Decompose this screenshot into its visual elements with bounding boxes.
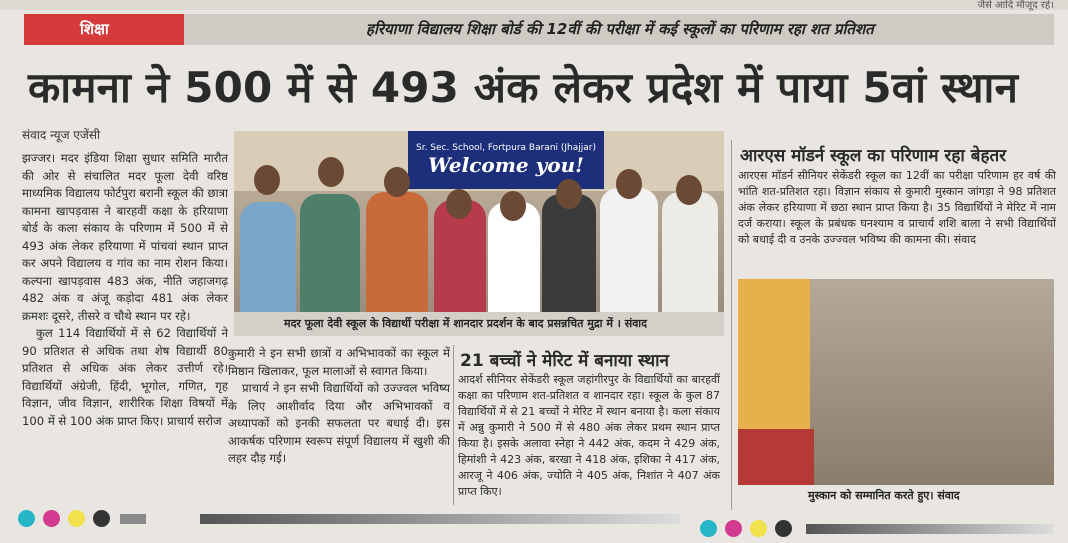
magenta-dot <box>725 520 742 537</box>
person-head <box>500 191 526 221</box>
person-head <box>616 169 642 199</box>
yellow-dot <box>68 510 85 527</box>
story2-body: आदर्श सीनियर सेकेंडरी स्कूल जहांगीरपुर के विद्यार्थियों का बारहवीं कक्षा का परिणाम शत-प्रतिशत व शानदार रहा। स्कूल के कुल 87 विद्यार्थियों में से 21 बच्चों ने मेरिट में स्थान बनाया है। कला संकाय में अन्नु कुमारी ने 500 में से 480 अंक लेकर प्रथम स्थान प्राप्त किया है। इसके अलावा स्नेहा ने 442 अंक, कदम ने 429 अंक, हिमांशी ने 423 अंक, बरखा ने 418 अंक, इशिका ने 417 अंक, आरजू ने 406 अंक, ज्योति ने 405 अंक, निशांत ने 407 अंक प्राप्त किए। <box>458 373 720 498</box>
paragraph: झज्जर। मदर इंडिया शिक्षा सुधार समिति मारौत की ओर से संचालित मदर फूला देवी वरिष्ठ माध्यमिक विद्यालय फोर्टपुरा बरानी स्कूल की छात्रा कामना खापड़वास ने बारहवीं कक्षा के हरियाणा बोर्ड के कला संकाय के परिणाम में 500 में से 493 अंक लेकर हरियाणा में पांचवां स्थान प्राप्त कर अपने विद्यालय व गांव का नाम रोशन किया। कल्पना खापड़वास 483 अंक, नीति जहाजगढ़ 482 अंक व अंजू कड़ोदा 481 अंक लेकर क्रमशः दूसरे, तीसरे व चौथे स्थान पर रहे। <box>22 151 228 323</box>
felicitation-photo <box>738 279 1054 485</box>
article-column-2 <box>228 345 450 505</box>
person-head <box>676 175 702 205</box>
person <box>300 194 360 312</box>
paragraph: प्राचार्य ने इन सभी विद्यार्थियों को उज्ज्वल भविष्य के लिए आशीर्वाद दिया और अभिभावकों व अध्यापकों को इनकी सफलता पर बधाई दी। इस आकर्षक परिणाम स्वरूप संपूर्ण विद्यालय में खुशी की लहर दौड़ गई। <box>228 381 450 465</box>
article-column-1 <box>22 150 228 502</box>
story3-heading: आरएस मॉडर्न स्कूल का परिणाम रहा बेहतर <box>740 146 1007 166</box>
photo-caption: मुस्कान को सम्मानित करते हुए। संवाद <box>808 489 960 502</box>
person-head <box>446 189 472 219</box>
person-head <box>318 157 344 187</box>
grey-scale-bar <box>806 524 1054 534</box>
cyan-dot <box>18 510 35 527</box>
headline: कामना ने 500 में से 493 अंक लेकर प्रदेश में पाया 5वां स्थान <box>28 63 1019 112</box>
person <box>662 192 718 312</box>
top-strip <box>0 0 1068 10</box>
banner-welcome: Welcome you! <box>428 153 584 177</box>
person <box>366 192 428 312</box>
paragraph: कुमारी ने इन सभी छात्रों व अभिभावकों का स्कूल में मिष्ठान खिलाकर, फूल मालाओं से स्वागत किया। <box>228 346 450 378</box>
section-tag: शिक्षा <box>24 14 184 45</box>
grey-scale-bar <box>200 514 680 524</box>
kicker: हरियाणा विद्यालय शिक्षा बोर्ड की 12वीं की परीक्षा में कई स्कूलों का परिणाम रहा शत प्रतिशत <box>184 14 1054 45</box>
yellow-dot <box>750 520 767 537</box>
story3-body: आरएस मॉडर्न सीनियर सेकेंडरी स्कूल का 12वीं का परीक्षा परिणाम हर वर्ष की भांति शत-प्रतिशत रहा। विज्ञान संकाय से कुमारी मुस्कान जांगड़ा ने 98 प्रतिशत अंक लेकर हरियाणा में छठा स्थान प्राप्त किया है। 35 विद्यार्थियों ने मेरिट में नाम दर्ज कराया। स्कूल के प्रबंधक घनश्याम व प्राचार्य शशि बाला ने सभी विद्यार्थियों को बधाई दी व उनके उज्ज्वल भविष्य की कामना की। संवाद <box>738 169 1056 246</box>
person <box>738 429 814 485</box>
black-dot <box>93 510 110 527</box>
banner-school-name: Sr. Sec. School, Fortpura Barani (Jhajjar) <box>416 143 596 153</box>
photo-caption: मदर फूला देवी स्कूल के विद्यार्थी परीक्षा में शानदार प्रदर्शन के बाद प्रसन्नचित मुद्रा में । संवाद <box>234 312 724 336</box>
cyan-dot <box>700 520 717 537</box>
paragraph: कुल 114 विद्यार्थियों में से 62 विद्यार्थियों ने 90 प्रतिशत से अधिक तथा शेष विद्यार्थी 80 प्रतिशत से अधिक अंक लेकर उत्तीर्ण रहे। विद्यार्थियों अंग्रेजी, हिंदी, भूगोल, गणित, गृह विज्ञान, जीव विज्ञान, शारीरिक शिक्षा विषयों में 100 में से 100 अंक प्राप्त किए। प्राचार्य सरोज <box>22 326 228 428</box>
person-head <box>254 165 280 195</box>
print-registration-marks <box>18 510 110 527</box>
grey-scale-bar <box>120 514 146 524</box>
magenta-dot <box>43 510 60 527</box>
top-strip-text: जैसे आदि मौजूद रहे। <box>977 0 1054 11</box>
group-photo <box>234 131 724 312</box>
person <box>240 202 296 312</box>
black-dot <box>775 520 792 537</box>
column-divider <box>453 345 454 505</box>
story2-heading: 21 बच्चों ने मेरिट में बनाया स्थान <box>460 351 669 371</box>
column-divider <box>731 140 732 510</box>
person <box>738 279 810 429</box>
person-head <box>384 167 410 197</box>
person <box>542 194 596 312</box>
person <box>600 188 658 312</box>
byline: संवाद न्यूज एजेंसी <box>22 128 101 142</box>
person-head <box>556 179 582 209</box>
print-registration-marks <box>700 520 792 537</box>
